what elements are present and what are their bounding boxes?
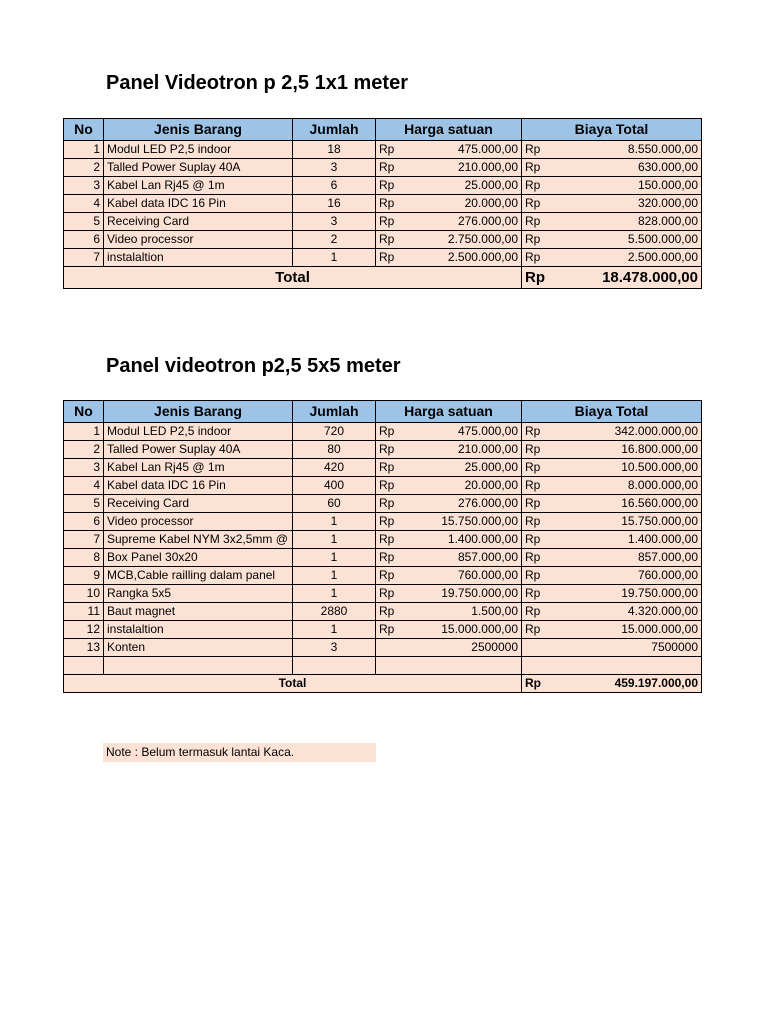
cell-qty: 2880	[293, 603, 376, 621]
cell-no: 9	[64, 567, 104, 585]
cell-no: 6	[64, 513, 104, 531]
header-unit-price: Harga satuan	[376, 401, 522, 423]
cell-currency: Rp	[522, 585, 566, 603]
cell-total: 320.000,00	[566, 195, 702, 213]
cell-item: MCB,Cable railling dalam panel	[104, 567, 293, 585]
cell-currency: Rp	[522, 213, 566, 231]
table-row	[64, 657, 702, 675]
cell-no: 3	[64, 177, 104, 195]
cell-currency: Rp	[522, 249, 566, 267]
cell-no: 6	[64, 231, 104, 249]
cell-currency: Rp	[522, 177, 566, 195]
cell-item: instalaltion	[104, 621, 293, 639]
cell-currency: Rp	[376, 249, 420, 267]
cell-currency: Rp	[522, 495, 566, 513]
cell-unit-price: 475.000,00	[420, 141, 522, 159]
cell-total: 150.000,00	[566, 177, 702, 195]
cell-total	[522, 657, 702, 675]
cell-item: Kabel data IDC 16 Pin	[104, 477, 293, 495]
cell-no: 5	[64, 495, 104, 513]
cell-unit-price: 20.000,00	[420, 477, 522, 495]
cell-no: 13	[64, 639, 104, 657]
cell-no: 2	[64, 159, 104, 177]
cell-qty: 6	[293, 177, 376, 195]
cell-currency: Rp	[376, 549, 420, 567]
section1-total-row	[64, 267, 702, 289]
cell-currency: Rp	[376, 621, 420, 639]
cell-qty: 80	[293, 441, 376, 459]
cell-qty: 1	[293, 585, 376, 603]
cell-total: 857.000,00	[566, 549, 702, 567]
cell-unit-price: 25.000,00	[420, 177, 522, 195]
cell-unit-price: 2.500.000,00	[420, 249, 522, 267]
table-header-row	[64, 119, 702, 141]
table-row	[64, 441, 702, 459]
cell-item: Kabel data IDC 16 Pin	[104, 195, 293, 213]
cell-no: 11	[64, 603, 104, 621]
header-unit-price: Harga satuan	[376, 119, 522, 141]
cell-item: Modul LED P2,5 indoor	[104, 423, 293, 441]
cell-item: Supreme Kabel NYM 3x2,5mm @	[104, 531, 293, 549]
table-row	[64, 459, 702, 477]
header-qty: Jumlah	[293, 401, 376, 423]
cell-currency: Rp	[376, 531, 420, 549]
cell-qty: 1	[293, 567, 376, 585]
cell-currency: Rp	[376, 177, 420, 195]
total-value: 18.478.000,00	[566, 267, 702, 289]
cell-qty: 18	[293, 141, 376, 159]
cell-total: 342.000.000,00	[566, 423, 702, 441]
cell-item: Konten	[104, 639, 293, 657]
cell-currency: Rp	[376, 495, 420, 513]
cell-item: Box Panel 30x20	[104, 549, 293, 567]
cell-unit-price: 2500000	[376, 639, 522, 657]
cell-no: 8	[64, 549, 104, 567]
cell-qty: 1	[293, 249, 376, 267]
header-qty: Jumlah	[293, 119, 376, 141]
section1-rows	[64, 141, 702, 267]
cell-unit-price: 210.000,00	[420, 441, 522, 459]
section2-table	[63, 400, 702, 693]
cell-item: Kabel Lan Rj45 @ 1m	[104, 459, 293, 477]
table-row	[64, 177, 702, 195]
cell-item: Receiving Card	[104, 495, 293, 513]
cell-item: instalaltion	[104, 249, 293, 267]
section1-title: Panel Videotron p 2,5 1x1 meter	[106, 72, 408, 94]
cell-item: Talled Power Suplay 40A	[104, 441, 293, 459]
cell-currency: Rp	[376, 567, 420, 585]
cell-qty: 1	[293, 621, 376, 639]
cell-unit-price: 1.500,00	[420, 603, 522, 621]
cell-total: 2.500.000,00	[566, 249, 702, 267]
cell-unit-price: 475.000,00	[420, 423, 522, 441]
cell-no: 4	[64, 195, 104, 213]
cell-total: 5.500.000,00	[566, 231, 702, 249]
cell-item: Talled Power Suplay 40A	[104, 159, 293, 177]
cell-item: Receiving Card	[104, 213, 293, 231]
cell-currency: Rp	[376, 423, 420, 441]
cell-unit-price: 25.000,00	[420, 459, 522, 477]
table-header-row	[64, 401, 702, 423]
cell-currency: Rp	[522, 141, 566, 159]
cell-currency: Rp	[376, 195, 420, 213]
cell-qty: 420	[293, 459, 376, 477]
cell-currency: Rp	[522, 513, 566, 531]
note-text: Note : Belum termasuk lantai Kaca.	[103, 743, 376, 762]
cell-qty: 1	[293, 549, 376, 567]
cell-currency: Rp	[522, 603, 566, 621]
cell-qty: 3	[293, 639, 376, 657]
table-row	[64, 141, 702, 159]
cell-currency: Rp	[522, 549, 566, 567]
cell-no: 1	[64, 141, 104, 159]
cell-no: 7	[64, 249, 104, 267]
table-row	[64, 513, 702, 531]
cell-total: 10.500.000,00	[566, 459, 702, 477]
cell-qty	[293, 657, 376, 675]
cell-currency: Rp	[376, 477, 420, 495]
table-row	[64, 639, 702, 657]
cell-item: Rangka 5x5	[104, 585, 293, 603]
cell-total: 16.560.000,00	[566, 495, 702, 513]
cell-unit-price: 15.000.000,00	[420, 621, 522, 639]
cell-currency: Rp	[522, 621, 566, 639]
cell-currency: Rp	[376, 441, 420, 459]
cell-unit-price: 19.750.000,00	[420, 585, 522, 603]
cell-currency: Rp	[376, 231, 420, 249]
cell-unit-price: 2.750.000,00	[420, 231, 522, 249]
cell-total: 15.000.000,00	[566, 621, 702, 639]
cell-qty: 3	[293, 159, 376, 177]
header-item: Jenis Barang	[104, 401, 293, 423]
table-row	[64, 621, 702, 639]
cell-no: 2	[64, 441, 104, 459]
table-row	[64, 531, 702, 549]
cell-currency: Rp	[522, 441, 566, 459]
total-value: 459.197.000,00	[566, 675, 702, 693]
cell-currency: Rp	[522, 459, 566, 477]
cell-qty: 720	[293, 423, 376, 441]
table-row	[64, 231, 702, 249]
section2-title: Panel videotron p2,5 5x5 meter	[106, 355, 401, 377]
total-label: Total	[64, 675, 522, 693]
cell-no: 3	[64, 459, 104, 477]
cell-currency: Rp	[376, 159, 420, 177]
section2-total-row	[64, 675, 702, 693]
table-row	[64, 249, 702, 267]
cell-no: 1	[64, 423, 104, 441]
cell-no: 4	[64, 477, 104, 495]
table-row	[64, 567, 702, 585]
table-row	[64, 423, 702, 441]
total-label: Total	[64, 267, 522, 289]
table-row	[64, 495, 702, 513]
cell-no: 10	[64, 585, 104, 603]
table-row	[64, 159, 702, 177]
cell-qty: 3	[293, 213, 376, 231]
cell-total: 7500000	[522, 639, 702, 657]
table-row	[64, 195, 702, 213]
cell-total: 1.400.000,00	[566, 531, 702, 549]
cell-currency: Rp	[376, 141, 420, 159]
cell-total: 828.000,00	[566, 213, 702, 231]
header-no: No	[64, 119, 104, 141]
section1-table	[63, 118, 702, 289]
cell-qty: 16	[293, 195, 376, 213]
cell-no: 5	[64, 213, 104, 231]
cell-currency: Rp	[522, 423, 566, 441]
header-total: Biaya Total	[522, 119, 702, 141]
cell-currency: Rp	[522, 477, 566, 495]
cell-currency: Rp	[522, 159, 566, 177]
cell-currency: Rp	[522, 231, 566, 249]
cell-item	[104, 657, 293, 675]
total-currency: Rp	[522, 267, 566, 289]
header-item: Jenis Barang	[104, 119, 293, 141]
cell-item: Modul LED P2,5 indoor	[104, 141, 293, 159]
cell-currency: Rp	[376, 585, 420, 603]
cell-currency: Rp	[522, 195, 566, 213]
cell-total: 760.000,00	[566, 567, 702, 585]
cell-unit-price: 1.400.000,00	[420, 531, 522, 549]
cell-unit-price: 276.000,00	[420, 495, 522, 513]
cell-unit-price: 210.000,00	[420, 159, 522, 177]
total-currency: Rp	[522, 675, 566, 693]
table-row	[64, 603, 702, 621]
cell-qty: 2	[293, 231, 376, 249]
cell-no: 12	[64, 621, 104, 639]
cell-item: Video processor	[104, 513, 293, 531]
cell-total: 15.750.000,00	[566, 513, 702, 531]
table-row	[64, 549, 702, 567]
cell-currency: Rp	[376, 213, 420, 231]
table-row	[64, 213, 702, 231]
cell-qty: 400	[293, 477, 376, 495]
section2-rows	[64, 423, 702, 675]
cell-qty: 1	[293, 531, 376, 549]
cell-unit-price	[376, 657, 522, 675]
cell-total: 4.320.000,00	[566, 603, 702, 621]
header-no: No	[64, 401, 104, 423]
cell-total: 8.550.000,00	[566, 141, 702, 159]
cell-unit-price: 20.000,00	[420, 195, 522, 213]
cell-currency: Rp	[376, 459, 420, 477]
cell-unit-price: 276.000,00	[420, 213, 522, 231]
cell-qty: 60	[293, 495, 376, 513]
cell-unit-price: 15.750.000,00	[420, 513, 522, 531]
cell-currency: Rp	[376, 603, 420, 621]
cell-total: 630.000,00	[566, 159, 702, 177]
cell-currency: Rp	[376, 513, 420, 531]
cell-unit-price: 760.000,00	[420, 567, 522, 585]
cell-no: 7	[64, 531, 104, 549]
table-row	[64, 477, 702, 495]
cell-qty: 1	[293, 513, 376, 531]
cell-currency: Rp	[522, 531, 566, 549]
cell-no	[64, 657, 104, 675]
cell-item: Kabel Lan Rj45 @ 1m	[104, 177, 293, 195]
header-total: Biaya Total	[522, 401, 702, 423]
cell-total: 16.800.000,00	[566, 441, 702, 459]
cell-item: Baut magnet	[104, 603, 293, 621]
cell-currency: Rp	[522, 567, 566, 585]
table-row	[64, 585, 702, 603]
cell-item: Video processor	[104, 231, 293, 249]
cell-unit-price: 857.000,00	[420, 549, 522, 567]
cell-total: 19.750.000,00	[566, 585, 702, 603]
cell-total: 8.000.000,00	[566, 477, 702, 495]
